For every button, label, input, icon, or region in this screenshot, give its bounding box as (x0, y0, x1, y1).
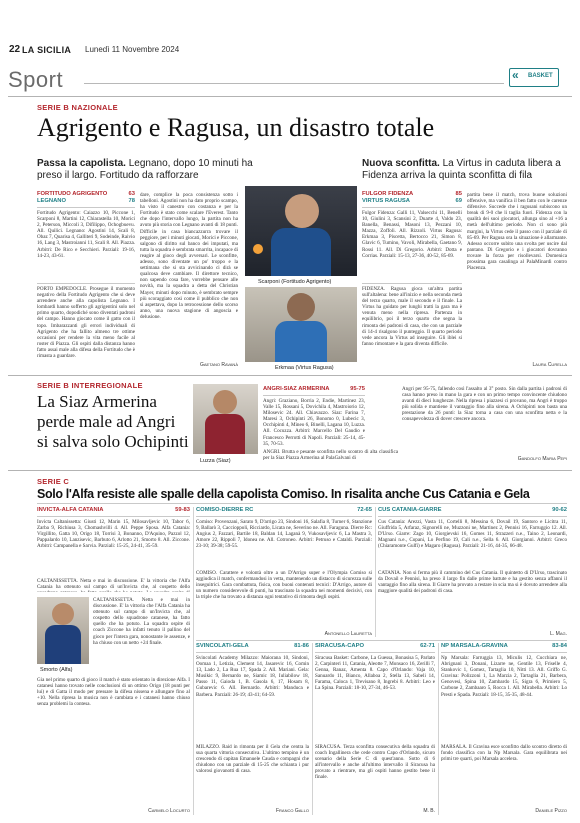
article-text-c3: CATANIA. Non si ferma più il cammino del Cus Catania. Il quintetto di D'Urso, trascinato da Dovail e Pennisi, ha preso il largo fin dalle prime battute e ha gestito senza affanni il vantaggio fino alla sirena. Il Giarre ha provato a restare in scia ma si è dovuto arrendere alla maggiore qualità dei padroni di casa. (378, 570, 567, 595)
serie-c-rule (37, 503, 567, 504)
signature-c1: Carmelo Locurto (148, 808, 190, 814)
score-rule-c3 (378, 516, 567, 517)
section-rule-1 (8, 375, 572, 376)
score-box-c3 (378, 507, 567, 514)
section-label-b-nazionale: SERIE B NAZIONALE (37, 103, 118, 112)
score-box-c5 (315, 643, 435, 650)
section-title: Sport (8, 67, 64, 92)
article-text-1: PORTO EMPEDOCLE. Prosegue il momento negativo della Fortitudo Agrigento che si deve arrendere anche alla capolista Legnano. I lombardi hanno sofferto gli agrigentini solo nel primo quarto, dopodiché sono diventati padroni del campo. Hanno giocato come il gatto con il topo. Imbarazzanti gli errori individuali di Agrigento che ha fallito almeno tre ottime occasioni per rendere la vita meno facile al roster di Piazza. Gli ospiti dalla distanza hanno fatto assai male alla difesa della Fortitudo che è rimasta a guardare. (37, 286, 135, 360)
article-text-5: Angri per 95-75, fallendo così l'assalto al 3° posto. Sin dalla partita i padroni di casa hanno preso in mano la gara e con un primo tempo convincente chiudono avanti di dieci lunghezze. Nella ripresa i piazzesi ci provano, ma Angri è troppo più solida e mantiene il vantaggio fino alla sirena. A Ochipinti non basta una prestazione da 26 punti: la Siaz torna a casa con una sconfitta netta e la consapevolezza di dover crescere ancora. (402, 386, 567, 423)
row-rule-c (196, 640, 567, 641)
lineup-2: Fulgor Fidenza: Galli 11, Valsecchi 11, Benelli 10, Giulini 3, Scansini 2, Duarte 4, Valdo 23, Banella, Benassi, Masoni 13, Pezzani 10, Mazza, Zoffoli. All. Rizzoli. Virtus Ragusa: Erkmaa 3, Piscetta, Bertocco 21, Simon 8, Glavic 6, Tumino, Vavoli, Mirabella, Gaetano 9, Rossi 11. All. Di Gregorio. Arbitri: Dotta e Corrias. Parziali: 15-13, 27-36, 40-52, 85-69. (362, 210, 462, 259)
article-text-c6: MARSALA. Il Gravina esce sconfitto dallo scontro diretto di fondo classifica con la Np Marsala. Gara equilibrata nei primi tre quarti, poi Marsala accelera. (441, 744, 567, 763)
header-rule (84, 83, 504, 84)
article-text-3: FIDENZA. Ragusa gioca un'altra partita sull'altalena: bene all'inizio e nella seconda metà del terzo quarto, male il secondo e il finale. La Virtus ha guidato per lunghi tratti la gara ma è venuta meno nella ripresa. Partenza in equilibrio, poi il terzo quarto che segna la rimonta dei padroni di casa, che con un parziale di 14-4 risalgono il punteggio. Il quarto periodo vede ancora la Virtus ad inseguire. Gli iblei si fanno rimontare e la gara diventa difficile. (362, 286, 462, 347)
headline-b-interregionale (37, 392, 217, 452)
headline-serie-c: Solo l'Alfa resiste alle spalle della capolista Comiso. In risalita anche Cus Catania e Gela (37, 487, 530, 501)
score-box-c6 (441, 643, 567, 650)
lineup-c1: Invicta Caltanissetta: Giusti 12, Marin 15, Milosavljevic 10, Tabor 6, Zarba 9, Richiusa 3, Chomashvilli 4. All. Peppe Sposa. Alfa Catania: Virgillito, Gatta 10, Origo 18, Torrisi 3, Bonanno, D'Aquino, Pazzol 12, Pappalardo 10, Lanzisevic, Barbuto 6, Arlotto 21, Smorto 8. All. Ziccone. Arbitri: Campanella e Sarvia. Parziali: 15-25, 24-41, 35-59. (37, 519, 190, 550)
article-text-c2: COMISO. Carattere e volontà oltre a un D'Arrigo super e l'Olympia Comiso si aggiudica il match, confermandosi in vetta, mantenendo un distacco di sicurezza sulle inseguitrici. Gara combattuta, fisica, con buoni contenuti tecnici: D'Arrigo, autore di un numero considerevole di punti, ha trascinato la squadra nei momenti decisivi, con la triple che ha trovato a distanza ogni tentativo di rimonta degli ospiti. (196, 570, 372, 601)
headline-b-nazionale: Agrigento e Ragusa, un disastro totale (37, 113, 435, 142)
caption-smorto: Smorto (Alfa) (40, 667, 73, 673)
score-row-2a: FULGOR FIDENZA 85 (362, 191, 462, 197)
top-rule (8, 96, 572, 97)
signature-c4: Franco Gallo (275, 808, 309, 814)
score-rule-3 (263, 395, 365, 396)
article-text-c4: MILAZZO. Raid in rimonta per il Gela che centra la sua quarta vittoria consecutiva. L'ultimo tempino è un crescendo di capitan Emanuele Cauda e compagni che chiudono con un parziale di 15-25 che schianta i pur valorosi giovanotti di casa. (196, 744, 309, 775)
signature-2: Laura Curella (532, 362, 567, 368)
article-text-c1b: CALTANISSETTA. Netta e mai in discussione. E' la vittoria che l'Alfa Catania ha ottenuto sul campo di un'Invicta che, al cospetto dello squadrone catanese, ha fatto quello che ha potuto. La squadra ospite di coach Ziccone ha infatti tenuto il pallino del gioco per l'intera gara, nonostante le assenze, e ha chiuso con un netto +24 finale. (93, 597, 190, 646)
basket-badge-label: BASKET (528, 73, 553, 79)
score-box-c4 (196, 643, 309, 650)
lineup-c4: Svincolati Academy Milazzo: Maiorana 10, Sindoni, Oomaa 1, Letizia, Clement 14, Jasarevic 16, Comin 13, Lado 2, La Rua 17, Spada 2. All. Mariani. Gela: Musikic 9, Bernardo ne, Siamic 18, Iuliabilow 18, Passo 11, Gaioda 1, B. Gasola 6, 17, Hosam 8, Gubarevic 6. All. Bernardo. Arbitri: Manduca e Barbera. Parziali: 26-19; 43-41; 64-59. (196, 655, 309, 698)
divider-c1 (193, 507, 194, 815)
article-text-2: dare, complice la poca consistenza sotto i tabelloni. Agostini non ha dato proprio scampo, ha visto il canestro con costanza e per la Fortitudo è stato come scalare l'Everest. Tanto che dopo l'intervallo lungo, la partita non ha avuto più storia con Legnano avanti di 18 punti. Difficile in casa biancazzurra trovare il peggiore, per i minuti giocati, Morici e Piccone, salgono di diritto sul banco dei imputati, ma tutta la squadra è sembrata smarrita, incapace di reagire al gioco degli avversari. Le sconfitte, adesso, sono diventate un po' troppo e la settimana che si sta avvicinando ci dirà se qualcosa deve cambiare. Il direttore tecnico, non sapendo cosa fare, vorrebbe pensare alle novità, ma la squadra a detta del Christian Mayer, minuti dopo minuto, è sembrato sempre più scoraggiato così come il pubblico che non si aspettava, dopo la retrocessione dello scorso anno, una nuova stagione di angoscia e delusione. (140, 192, 238, 320)
photo-luzza (193, 384, 258, 454)
score-rule-c6 (441, 652, 567, 653)
score-rule-1 (37, 207, 135, 208)
score-row-2b: VIRTUS RAGUSA 69 (362, 198, 462, 204)
score-row-3: ANGRI-SIAZ ARMERINA 95-75 (263, 386, 365, 392)
score-box-3 (263, 386, 365, 393)
score-row-1a: FORTITUDO AGRIGENTO 63 (37, 191, 135, 197)
photo-erkmaa (245, 287, 357, 362)
score-box-c2 (196, 507, 372, 514)
signature-1: Gaetano Ravanà (199, 362, 238, 368)
score-rule-c1 (37, 516, 190, 517)
caption-erkmaa: Erkmaa (Virtus Ragusa) (275, 365, 334, 371)
score-box-1 (37, 191, 135, 205)
lineup-rule-1 (37, 283, 135, 284)
score-row-1b: LEGNANO 78 (37, 198, 135, 204)
divider-c5 (438, 643, 439, 815)
score-row-c3: CUS CATANIA-GIARRE 90-62 (378, 507, 567, 513)
headline-line-3: si salva solo Ochipinti (37, 432, 189, 451)
lineup-c3: Cus Catania: Arezzi, Vasta 11, Cortelli 8, Messina 6, Dovail 19, Santoro e Licitra 11, Giuffrida 5, Arfaraz, Signorelli ne, Muzzoni ne, Martinez 2, Pennisi 16, Farruggio 12. All. D'Urso. Giarre: Zago 10, Giorgievski 16, Gomes 11, Strazzeri n.e., Taino 2, Leonardi, Magnani n.e., Copani, Lo Perfino 19, Cali n.e., Sella 6. All. Giorgianni. Arbitri: Greco (Chiaramonte Gulfi) e Magaro (Ragusa). Parziali: 21-16, 44-35, 66-48. (378, 519, 567, 550)
score-row-c6: NP MARSALA-GRAVINA 83-84 (441, 643, 567, 649)
signature-c5: M. B. (423, 808, 435, 814)
lineup-rule-2 (362, 283, 462, 284)
headline-line-2: perde male ad Angri (37, 412, 176, 431)
score-row-c2: COMISO-DIERRE RC 72-65 (196, 507, 372, 513)
deck-right-bold: Nuova sconfitta. (362, 158, 440, 169)
signature-c2: Antonello Lauretta (324, 631, 372, 637)
page-date: Lunedì 11 Novembre 2024 (85, 45, 180, 54)
divider-c2 (375, 507, 376, 637)
lineup-1: Fortitudo Agrigento: Caiazzo 10, Piccone 1, Scarponi 8, Martini 12, Chiarastella 10, Morici 2, Peterson, Miccoli 3, Difilippo, Ochogbuevu. All. Quilici. Legnano: Agostini 14, Scali 8, Obaz 7, Quarisa 4, Galliteri 9, Sodeinde, Raivio 16, Lang 3, Mastroianni 11, Scali 8. All. Piazza. Arbitri: De Rico e Secchieri. Parziali: 19-16, 14-23, 43-61. (37, 210, 135, 259)
score-box-c1 (37, 507, 190, 514)
score-rule-2 (362, 207, 462, 208)
score-rule-c2 (196, 516, 372, 517)
article-text-c1c: Gia nel primo quarto di gioco il match è stato orientato in direzione Alfa. I catanesi hanno trovato nelle conclusioni di un ottimo Origo (18 punti per lui) e di Gatta il modo per pressare la difesa nissena e allungare fino al +10. Nella ripresa la musica non è cambiata e i catanesi hanno chiuso senza problemi la contesa. (37, 677, 190, 708)
score-row-c1: INVICTA-ALFA CATANIA 59-83 (37, 507, 190, 513)
page-number: 22 (9, 44, 21, 55)
caption-scarponi: Scarponi (Fortitudo Agrigento) (258, 279, 332, 285)
chevrons-icon: « (512, 68, 519, 82)
article-text-4: partita bene il match, trova buone soluzioni offensive, ma vanifica il ben fatto con le carenze difensive. Succede che i ragusani subiscono un break di 9-0 che li taglia fuori. Fidenza con la qualità dei suoi giocatori, allunga sino al +16 a metà dell'ultimo periodo. Non ci sono più margini, la Virtus cede il passo con il parziale di 85-69. Per Ragusa ora la situazione è allarmante. Adesso occorre subito una svolta per uscire dal pantano. Di Gregorio e i giocatori dovranno trovare la forza per risollevarsi. Domenica prossima gara casalinga al PalaMinardi contro Piacenza. (467, 192, 567, 272)
score-rule-c5 (315, 652, 435, 653)
score-box-2 (362, 191, 462, 205)
deck-right (362, 158, 567, 182)
headline-line-1: La Siaz Armerina (37, 392, 157, 411)
lineup-3: Angri: Graziano, Borria 2, Endie, Martinez 23, Valle 15, Rossani 5, Dovichila 4, Mastroiorio 12, Milosevic 24. All. Chiavazzo. Siaz: Farina 7, Maresi 3, Ochipinti 26, Bonomo 0, Lubecic 3, Occhipinti 4, Mineo 6, Binelli, Lagana 10, Luzza. All. Cocuzza. Arbitri: Marcello Del Gaudio e Francesco Perrotti di Napoli. Parziali: 25-14, 45-35, 70-53. (263, 398, 365, 447)
deck-left (37, 158, 259, 182)
section-label-serie-c: SERIE C (37, 477, 70, 486)
deck-left-text: Legnano, dopo 10 minuti ha preso il largo. Fortitudo da rafforzare (37, 158, 253, 181)
signature-c6: Daniele Pizzo (535, 808, 567, 814)
paper-name: LA SICILIA (22, 45, 72, 55)
deck-left-bold: Passa la capolista. (37, 158, 126, 169)
article-text-c5: SIRACUSA. Terza sconfitta consecutiva della squadra di coach Ingallinera che cede contro Capo d'Orlando, sicuro scenario della Serie C di quest'anno. Sotto di 6 all'intervallo e anche all'ultimo intervallo il Siracusa ha provato a rientrare, ma gli ospiti hanno gestito bene il finale. (315, 744, 435, 781)
caption-luzza: Luzza (Siaz) (200, 458, 231, 464)
signature-c3: L. Mag. (550, 631, 567, 637)
score-rule-c4 (196, 652, 309, 653)
divider-c4 (312, 643, 313, 815)
photo-smorto (37, 597, 89, 664)
deck-right-text: La Virtus in caduta libera a Fidenza arriva la quinta sconfitta di fila (362, 158, 561, 181)
lead-3: ANGRI. Brutta e pesante sconfitta nello scontro di alta classifica per la Siaz Piazza Armerina al PalaGalvani di (263, 449, 398, 462)
section-label-b-interregionale: SERIE B INTERREGIONALE (37, 381, 143, 390)
lineup-c6: Np Marsala: Farruggia 13, Miculis 12, Cucchiara ne, Abrignani 3, Donani, Lizarre ne, Gentile 13, Friselle 4, Stankovic 1, Gomez, Tartaglia 10, Nitti 13. All. Griffo G. Gravina: Polizzoni 1, La Marzia 2, Tartaglia 21, Barbera, Genovesi, Spina 10, Zambardo 15, Sigra 6, Primiero 5, Carbone 2, Zambaaro 5, Rocca 1. All. Mirabella. Arbitri: Lo Presti e Spada. Parziali: 18-15, 35-35, 48-44. (441, 655, 567, 698)
score-row-c5: SIRACUSA-CAPO 62-71 (315, 643, 435, 649)
photo-scarponi (245, 186, 357, 276)
article-text-c1: CALTANISSETTA. Netta e mai in discussione. E' la vittoria che l'Alfa Catania ha ottenuto sul campo di un'Invicta che, al cospetto dello (37, 578, 190, 591)
section-rule-2 (8, 470, 572, 471)
lineup-c5: Siracusa Basket: Carbone, La Guessa, Bonasisa 5, Parlato 2, Carpinteri 11, Catania, Aleotte 7, Monsaco 16, Zerilli 7, Genna, Ranaz, Amenta 8. Capo d'Orlando: Vaja 10, Sanuardo 11, Bianco, Allaboa 2, Stella 13, Sabeli 14, Farama, Caloca 1, Trevisano 8, Ingrebi 8. Arbitri: Leo e La Spina. Parziali: 18-10, 27-34, 46-53. (315, 655, 435, 692)
lineup-c2: Comiso: Provenzani, Sarato 9, D'arrigo 23, Sindoni 16, Salafia 8, Turner 6, Stanzione 9, Ballarò 3, Caccioppoli, Ricciardo, Licata ne, Severino ne. All. Faraguna. Dierre Rc: Angius 2, Fazzari, Bartile 18, Baldan 14, Laganà 9, Vukosavljevic 6, La Mastra 3, Amore 22, Rippoli 7, Idonea ne. All. Cotroneo. Arbitri: Petruso e Cataldi. Parziali: 23-10; 39-38; 59-55. (196, 519, 372, 550)
signature-3: Gandolfo Maria Pepi (517, 456, 567, 462)
score-row-c4: SVINCOLATI-GELA 81-86 (196, 643, 309, 649)
